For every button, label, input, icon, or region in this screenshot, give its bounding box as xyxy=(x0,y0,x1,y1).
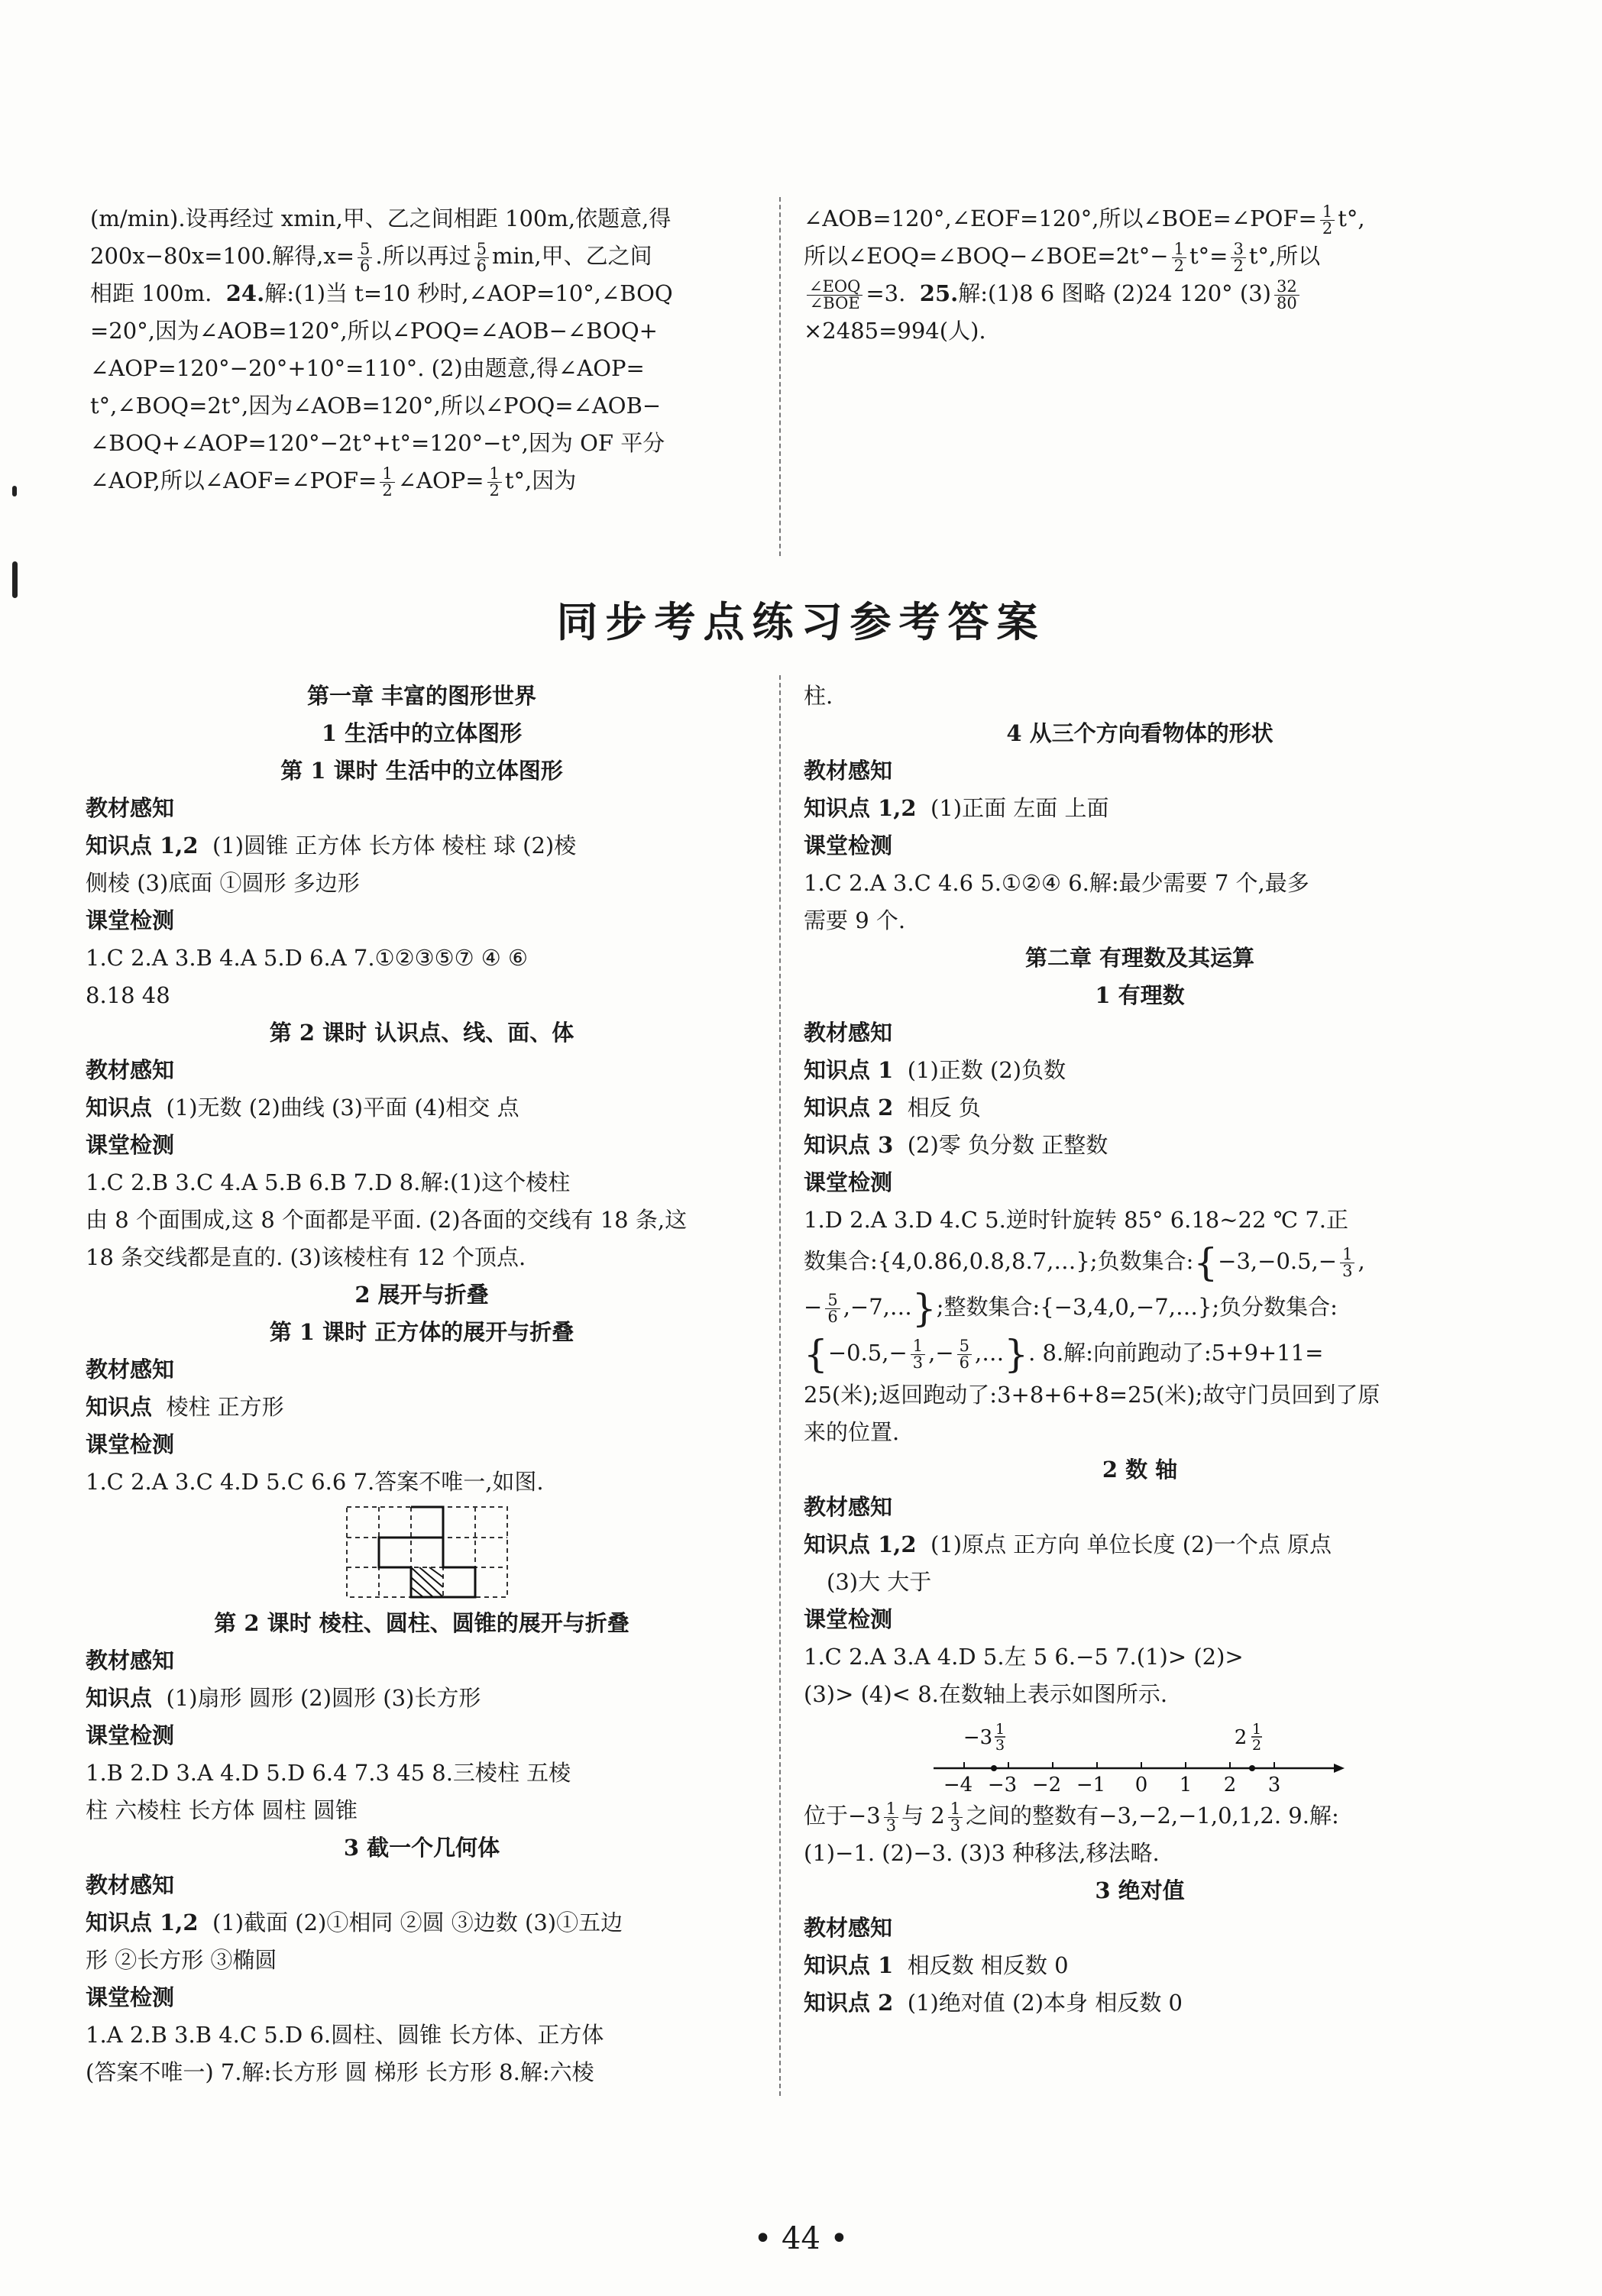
text-line: =20°,因为∠AOB=120°,所以∠POQ=∠AOB−∠BOQ+ xyxy=(90,318,658,344)
cube-net-figure xyxy=(86,1501,758,1605)
section-heading: 3 截一个几何体 xyxy=(343,1835,500,1861)
text-line: 来的位置. xyxy=(804,1419,900,1445)
text-line: 1.C 2.A 3.C 4.6 5.①②④ 6.解:最少需要 7 个,最多 xyxy=(804,870,1309,896)
fraction: $\frac{1}{2}$ xyxy=(1320,204,1335,237)
tick-label: 3 xyxy=(1267,1774,1281,1796)
subhead: 课堂检测 xyxy=(804,1606,893,1632)
text-line: 知识点 1 相反数 相反数 0 xyxy=(804,1952,1069,1978)
page-title: 同步考点练习参考答案 xyxy=(556,597,1046,646)
fraction: $\frac{1}{3}$ xyxy=(948,1801,963,1834)
text-line: 柱 六棱柱 长方体 圆柱 圆锥 xyxy=(86,1797,358,1823)
text-line: ∠AOB=120°,∠EOF=120°,所以∠BOE=∠POF= $\frac{1}{2}$ t°, xyxy=(804,202,1365,238)
section-heading: 2 展开与折叠 xyxy=(354,1282,489,1308)
text-line: 200x−80x=100.解得,x= $\frac{5}{6}$ .所以再过 $\frac{5}{6}$ min,甲、乙之间 xyxy=(90,239,652,275)
fraction: $\frac{5}{6}$ xyxy=(358,241,372,274)
cube-net-drawing xyxy=(86,1501,758,1605)
fraction: $\frac{1}{2}$ xyxy=(487,466,502,499)
tick-label: 2 xyxy=(1223,1774,1237,1796)
text-line: 所以∠EOQ=∠BOQ−∠BOE=2t°− $\frac{1}{2}$ t°= $\frac{3}{2}$ t°,所以 xyxy=(804,239,1321,275)
text-line: ×2485=994(人). xyxy=(804,318,986,344)
fraction: $\frac{\text{∠EOQ}}{\text{∠BOE}}$ xyxy=(807,279,862,312)
top-left-column xyxy=(90,200,762,500)
subhead: 教材感知 xyxy=(86,1057,175,1083)
text-line: (答案不唯一) 7.解:长方形 圆 梯形 长方形 8.解:六棱 xyxy=(86,2059,594,2085)
fraction: $\frac{5}{6}$ xyxy=(474,241,489,274)
subhead: 教材感知 xyxy=(86,1648,175,1673)
text-line: (3)大 大于 xyxy=(827,1569,932,1595)
text-line: (m/min).设再经过 xmin,甲、乙之间相距 100m,依题意,得 xyxy=(90,205,672,231)
scan-mark xyxy=(12,486,17,496)
subhead: 课堂检测 xyxy=(86,907,175,933)
lesson-heading: 第 2 课时 棱柱、圆柱、圆锥的展开与折叠 xyxy=(214,1610,629,1636)
subhead: 教材感知 xyxy=(804,1915,893,1941)
subhead: 教材感知 xyxy=(86,795,175,821)
text-line: 1.B 2.D 3.A 4.D 5.D 6.4 7.3 45 8.三棱柱 五棱 xyxy=(86,1760,571,1786)
text-line: 1.D 2.A 3.D 4.C 5.逆时针旋转 85° 6.18~22 ℃ 7.正 xyxy=(804,1207,1349,1233)
number-line-figure xyxy=(804,1713,1476,1797)
lesson-heading: 第 1 课时 正方体的展开与折叠 xyxy=(269,1319,574,1345)
text-line: 1.C 2.A 3.B 4.A 5.D 6.A 7.①②③⑤⑦ ④ ⑥ xyxy=(86,945,528,971)
text-line: 数集合:{4,0.86,0.8,8.7,…};负数集合:{−3,−0.5,− $\frac{1}{3}$ , xyxy=(804,1240,1365,1285)
chapter-heading: 第二章 有理数及其运算 xyxy=(1024,945,1255,971)
fraction: $\frac{1}{3}$ xyxy=(884,1801,898,1834)
fraction: $\frac{1}{3}$ xyxy=(911,1338,925,1371)
text-line: 8.18 48 xyxy=(86,982,170,1008)
tick-label: −4 xyxy=(943,1774,973,1796)
fraction-denominator: 3 xyxy=(995,1737,1005,1754)
text-line: 知识点 (1)无数 (2)曲线 (3)平面 (4)相交 点 xyxy=(86,1095,519,1121)
chapter-heading: 第一章 丰富的图形世界 xyxy=(306,683,537,709)
text-line: 知识点 1,2 (1)截面 (2)①相同 ②圆 ③边数 (3)①五边 xyxy=(86,1910,623,1935)
point-neg-3-1-3 xyxy=(991,1765,997,1771)
tick-label: −3 xyxy=(987,1774,1018,1796)
text-line: 1.A 2.B 3.B 4.C 5.D 6.圆柱、圆锥 长方体、正方体 xyxy=(86,2022,604,2048)
subhead: 课堂检测 xyxy=(86,1132,175,1158)
number-line xyxy=(804,1713,1476,1797)
tick-label: 1 xyxy=(1179,1774,1193,1796)
text-line: 知识点 1,2 (1)正面 左面 上面 xyxy=(804,795,1109,821)
top-right-column xyxy=(804,200,1476,350)
text-line: 1.C 2.A 3.A 4.D 5.左 5 6.−5 7.(1)> (2)> xyxy=(804,1644,1244,1670)
text-line: 知识点 1 (1)正数 (2)负数 xyxy=(804,1057,1066,1083)
point-2-1-2 xyxy=(1249,1765,1255,1771)
text-line: 知识点 3 (2)零 负分数 正整数 xyxy=(804,1132,1108,1158)
fraction: $\frac{3}{2}$ xyxy=(1231,241,1245,274)
subhead: 课堂检测 xyxy=(86,1722,175,1748)
fraction: $\frac{1}{2}$ xyxy=(380,466,394,499)
text-line: − $\frac{5}{6}$ ,−7,…};整数集合:{−3,4,0,−7,…};负分数集合: xyxy=(804,1286,1338,1331)
subhead: 教材感知 xyxy=(86,1872,175,1898)
text-line: 位于−3 $\frac{1}{3}$ 与 2 $\frac{1}{3}$ 之间的整数有−3,−2,−1,0,1,2. 9.解: xyxy=(804,1799,1339,1835)
subhead: 教材感知 xyxy=(804,1020,893,1046)
fraction: $\frac{1}{2}$ xyxy=(1172,241,1186,274)
subhead: 教材感知 xyxy=(804,1494,893,1520)
fraction-numerator: 1 xyxy=(995,1721,1005,1738)
text-line: 25(米);返回跑动了:3+8+6+8=25(米);故守门员回到了原 xyxy=(804,1382,1380,1408)
text-line: 知识点 2 (1)绝对值 (2)本身 相反数 0 xyxy=(804,1990,1183,2016)
fraction: $\frac{32}{80}$ xyxy=(1274,279,1299,312)
section-heading: 2 数 轴 xyxy=(1102,1457,1178,1483)
text-line: 形 ②长方形 ③椭圆 xyxy=(86,1947,277,1973)
text-line: 知识点 1,2 (1)原点 正方向 单位长度 (2)一个点 原点 xyxy=(804,1531,1332,1557)
text-line: 知识点 1,2 (1)圆锥 正方体 长方体 棱柱 球 (2)棱 xyxy=(86,833,577,859)
fraction-denominator: 2 xyxy=(1251,1737,1262,1754)
text-line: 需要 9 个. xyxy=(804,907,906,933)
text-line: ∠BOQ+∠AOP=120°−2t°+t°=120°−t°,因为 OF 平分 xyxy=(90,430,665,456)
section-heading: 3 绝对值 xyxy=(1095,1877,1185,1903)
point-label: 2 xyxy=(1234,1726,1248,1749)
text-line: ∠AOP,所以∠AOF=∠POF= $\frac{1}{2}$ ∠AOP= $\frac{1}{2}$ t°,因为 xyxy=(90,464,577,500)
tick-label: −1 xyxy=(1076,1774,1106,1796)
section-heading: 4 从三个方向看物体的形状 xyxy=(1006,720,1274,746)
text-line: (1)−1. (2)−3. (3)3 种移法,移法略. xyxy=(804,1840,1160,1866)
text-line: {−0.5,− $\frac{1}{3}$ ,− $\frac{5}{6}$ ,…}. 8.解:向前跑动了:5+9+11= xyxy=(804,1332,1324,1376)
bottom-right-column xyxy=(804,677,1476,2022)
subhead: 课堂检测 xyxy=(86,1984,175,2010)
subhead: 教材感知 xyxy=(804,758,893,784)
text-line: 1.C 2.A 3.C 4.D 5.C 6.6 7.答案不唯一,如图. xyxy=(86,1469,544,1495)
fraction: $\frac{5}{6}$ xyxy=(825,1292,840,1325)
text-line: 1.C 2.B 3.C 4.A 5.B 6.B 7.D 8.解:(1)这个棱柱 xyxy=(86,1169,571,1195)
column-divider xyxy=(779,197,781,556)
fraction: $\frac{5}{6}$ xyxy=(957,1338,972,1371)
section-heading: 1 生活中的立体图形 xyxy=(321,720,523,746)
subhead: 教材感知 xyxy=(86,1357,175,1382)
subhead: 课堂检测 xyxy=(804,1169,893,1195)
tick-label: −2 xyxy=(1031,1774,1062,1796)
text-line: 知识点 棱柱 正方形 xyxy=(86,1394,284,1420)
text-line: $\frac{\text{∠EOQ}}{\text{∠BOE}}$ =3. 25.解:(1)8 6 图略 (2)24 120° (3) $\frac{32}{80}$ xyxy=(804,275,1476,312)
lesson-heading: 第 2 课时 认识点、线、面、体 xyxy=(269,1020,574,1046)
subhead: 课堂检测 xyxy=(804,833,893,859)
column-divider xyxy=(779,675,781,2096)
lesson-heading: 第 1 课时 生活中的立体图形 xyxy=(280,758,563,784)
text-line: 18 条交线都是直的. (3)该棱柱有 12 个顶点. xyxy=(86,1244,526,1270)
text-line: 柱. xyxy=(804,683,833,709)
text-line: 侧棱 (3)底面 ①圆形 多边形 xyxy=(86,870,360,896)
point-label: −3 xyxy=(963,1726,993,1749)
text-line: (3)> (4)< 8.在数轴上表示如图所示. xyxy=(804,1681,1168,1707)
tick-label: 0 xyxy=(1134,1774,1148,1796)
bottom-left-column xyxy=(86,677,758,2091)
text-line: 知识点 (1)扇形 圆形 (2)圆形 (3)长方形 xyxy=(86,1685,481,1711)
subhead: 课堂检测 xyxy=(86,1431,175,1457)
text-line: ∠AOP=120°−20°+10°=110°. (2)由题意,得∠AOP= xyxy=(90,355,645,381)
section-heading: 1 有理数 xyxy=(1095,982,1185,1008)
fraction-numerator: 1 xyxy=(1251,1721,1262,1738)
text-line: 由 8 个面围成,这 8 个面都是平面. (2)各面的交线有 18 条,这 xyxy=(86,1207,688,1233)
text-line: t°,∠BOQ=2t°,因为∠AOB=120°,所以∠POQ=∠AOB− xyxy=(90,393,662,419)
text-line: 知识点 2 相反 负 xyxy=(804,1095,981,1121)
page-number: • 44 • xyxy=(753,2221,849,2256)
text-line: 相距 100m. 24.解:(1)当 t=10 秒时,∠AOP=10°,∠BOQ xyxy=(90,280,673,306)
fraction: $\frac{1}{3}$ xyxy=(1340,1247,1354,1279)
